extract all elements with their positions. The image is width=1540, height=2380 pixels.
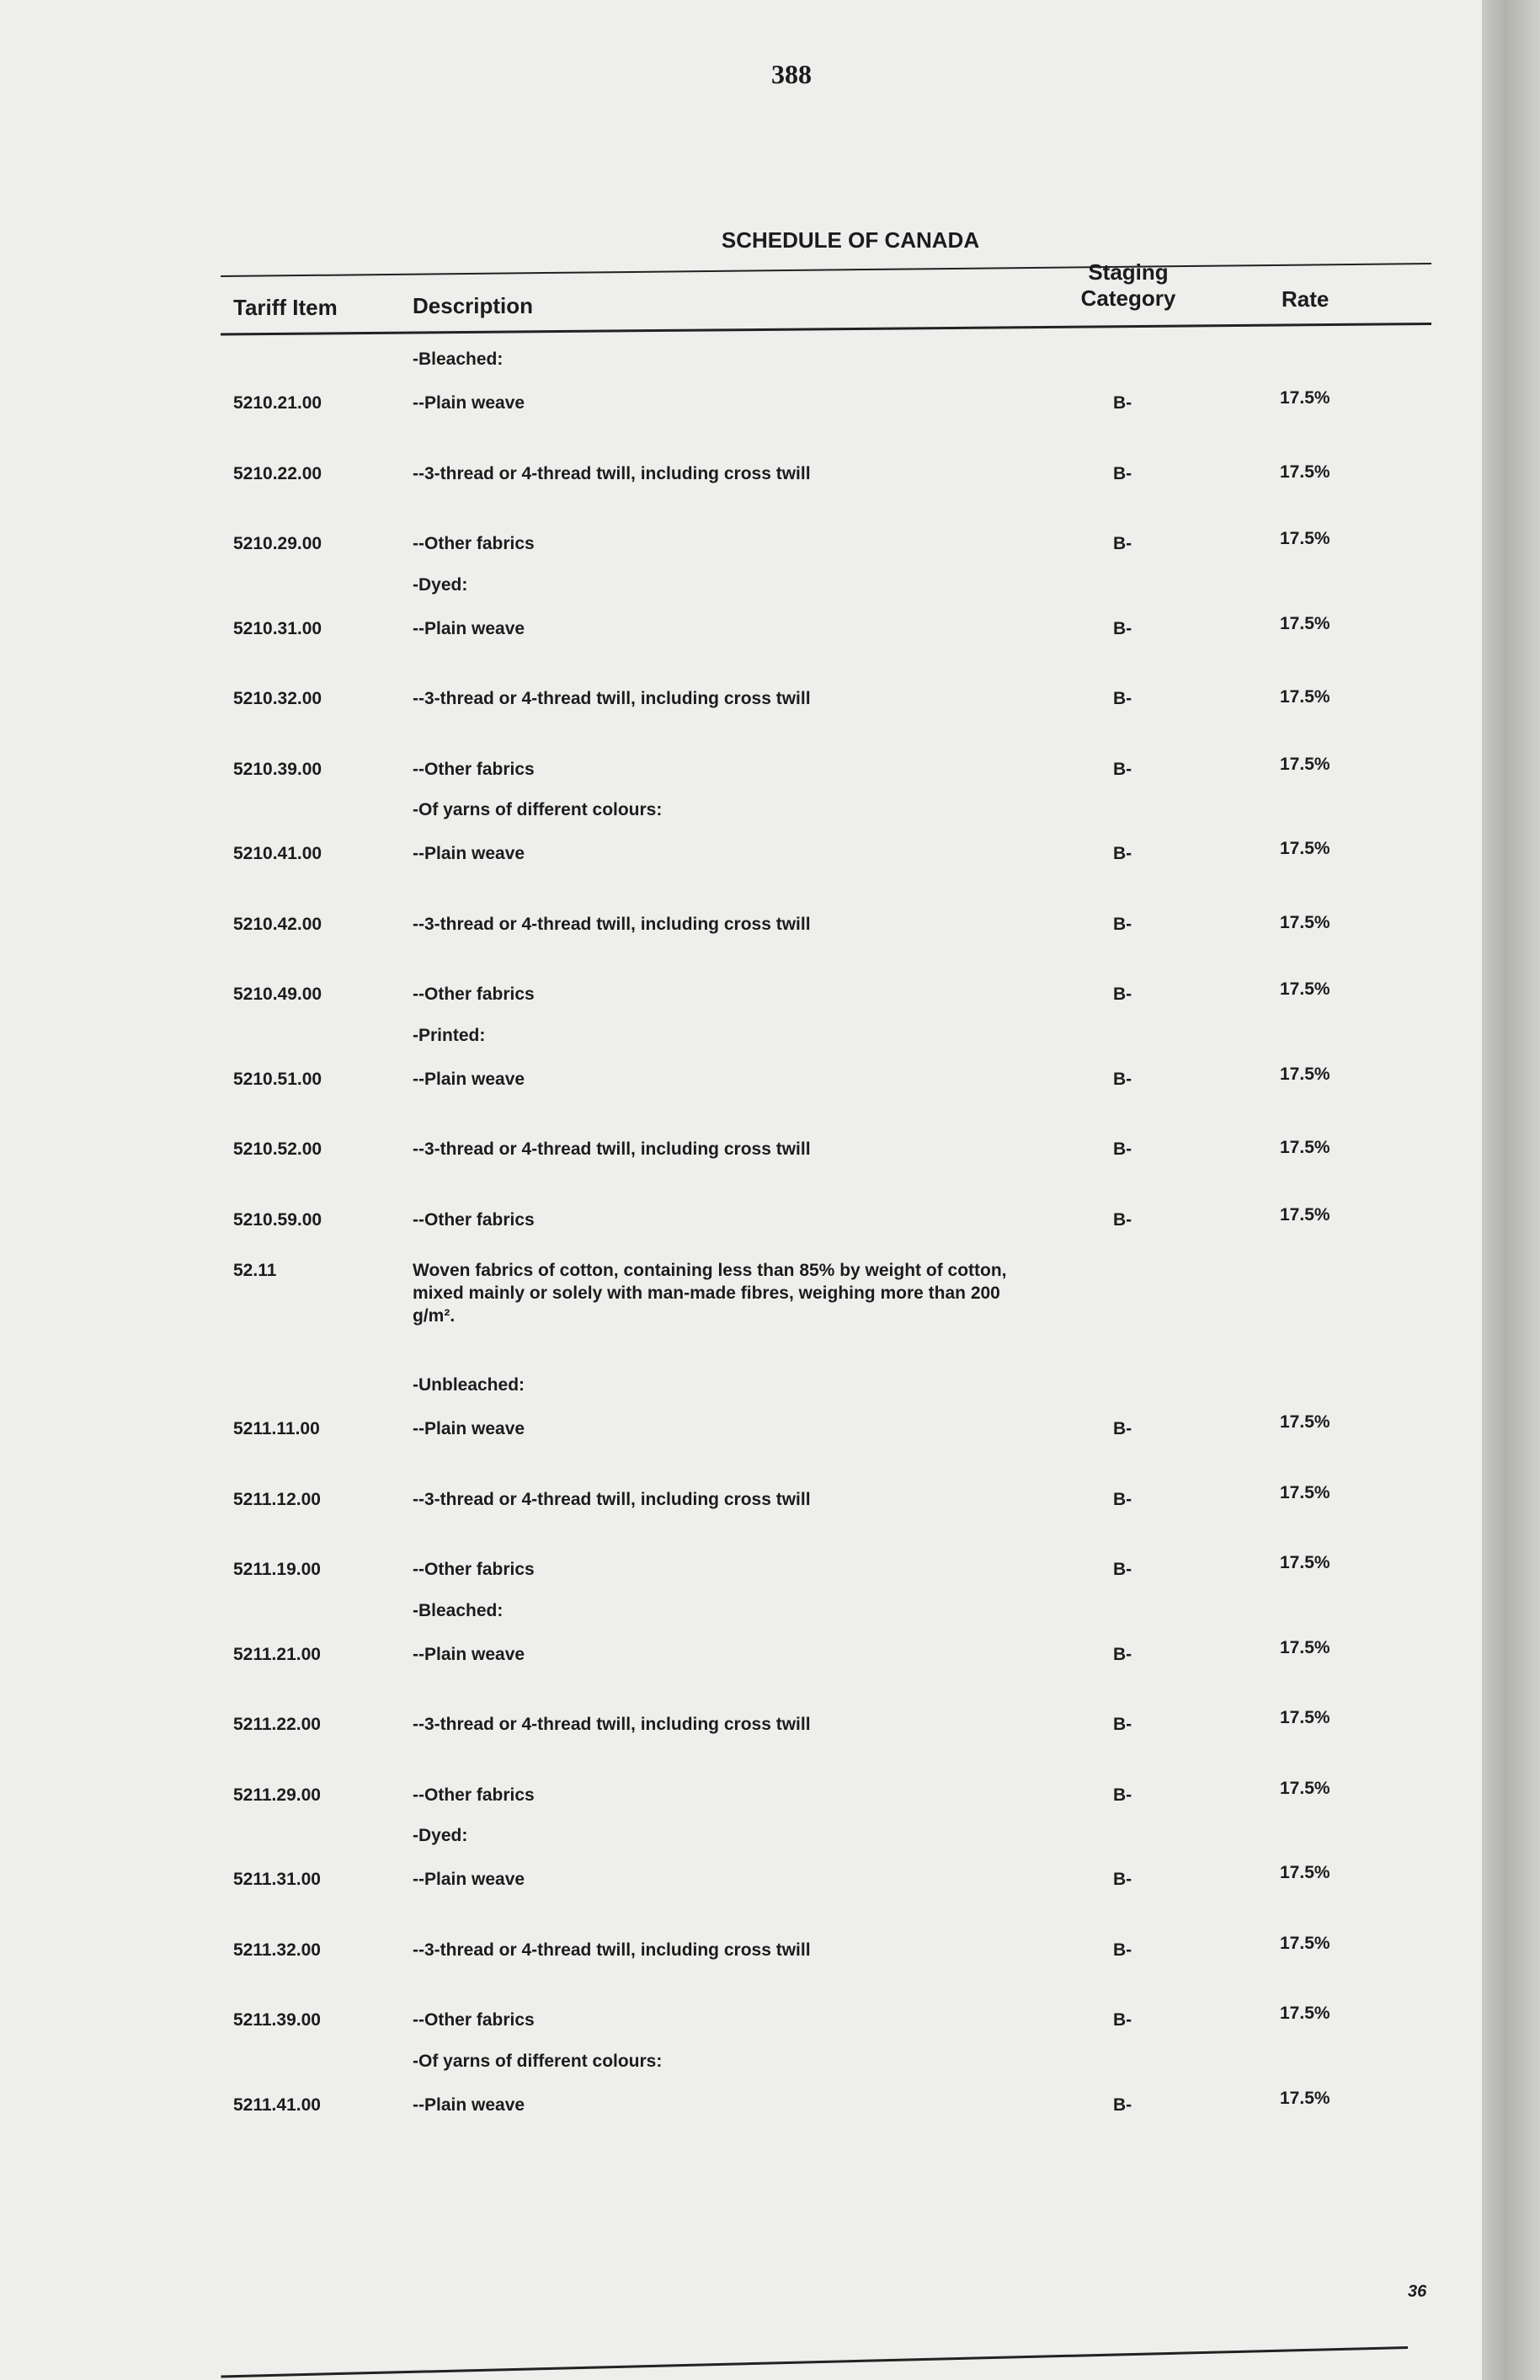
description-cell: --Other fabrics [413, 534, 535, 553]
staging-category-cell: B- [1113, 393, 1132, 413]
tariff-item-cell: 5211.21.00 [233, 1644, 321, 1664]
tariff-item-cell: 5211.41.00 [233, 2095, 321, 2115]
rate-cell: 17.5% [1280, 1204, 1330, 1225]
description-cell: --Other fabrics [413, 2010, 535, 2030]
staging-category-cell: B- [1113, 1715, 1132, 1734]
header-staging [1057, 259, 1200, 312]
staging-category-cell: B- [1113, 463, 1132, 483]
section-heading: -Of yarns of different colours: [413, 2051, 663, 2071]
rate-cell: 17.5% [1280, 1708, 1330, 1727]
staging-category-cell: B- [1113, 1870, 1132, 1889]
tariff-item-cell: 5211.39.00 [233, 2010, 321, 2030]
tariff-item-cell: 5211.12.00 [233, 1489, 321, 1509]
corner-page-mark: 36 [1408, 2282, 1427, 2301]
table-row [0, 1863, 1431, 1902]
table-row [0, 1933, 1431, 1972]
staging-category-cell: B- [1113, 914, 1132, 934]
tariff-item-cell: 5210.31.00 [233, 618, 322, 638]
rate-cell: 17.5% [1280, 979, 1330, 999]
rate-cell: 17.5% [1280, 1064, 1330, 1084]
staging-category-cell: B- [1113, 1644, 1132, 1664]
table-row [0, 1553, 1431, 1592]
description-cell: --3-thread or 4-thread twill, including cross twill [413, 1139, 811, 1159]
table-row [0, 1412, 1431, 1451]
rate-cell: 17.5% [1280, 1637, 1330, 1657]
rate-cell: 17.5% [1280, 1933, 1330, 1953]
section-heading: -Of yarns of different colours: [413, 800, 663, 819]
staging-category-cell: B- [1113, 2095, 1132, 2115]
table-row [0, 687, 1431, 721]
description-cell: --Plain weave [413, 1069, 525, 1089]
description-cell: --Other fabrics [413, 1560, 535, 1579]
table-row [0, 2088, 1431, 2127]
table-row [0, 1138, 1431, 1171]
rate-cell: 17.5% [1280, 1553, 1330, 1572]
description-cell: --Plain weave [413, 2095, 525, 2115]
description-cell: --Other fabrics [413, 1209, 535, 1230]
table-row [0, 1778, 1431, 1817]
section-heading: -Bleached: [413, 1600, 504, 1620]
table-row [0, 754, 1431, 792]
staging-category-cell: B- [1113, 1139, 1132, 1159]
description-cell: --3-thread or 4-thread twill, including cross twill [413, 1715, 811, 1734]
heading-tariff-number: 52.11 [233, 1261, 277, 1280]
staging-category-cell: B- [1113, 534, 1132, 553]
rate-cell: 17.5% [1280, 1138, 1330, 1157]
header-tariff-item: Tariff Item [233, 295, 338, 320]
section-heading: -Dyed: [413, 1826, 468, 1845]
table-row [0, 913, 1431, 947]
table-row [0, 613, 1431, 651]
section-heading: -Unbleached: [413, 1375, 525, 1395]
table-row [0, 462, 1431, 496]
staging-category-cell: B- [1113, 618, 1132, 638]
rate-cell: 17.5% [1280, 529, 1330, 548]
page-number: 388 [771, 59, 812, 89]
description-cell: --Other fabrics [413, 759, 535, 779]
staging-category-cell: B- [1113, 985, 1132, 1004]
tariff-item-cell: 5210.32.00 [233, 689, 322, 708]
section-heading: -Dyed: [413, 574, 468, 595]
staging-category-cell: B- [1113, 2010, 1132, 2030]
rate-cell: 17.5% [1280, 2004, 1330, 2023]
tariff-item-cell: 5211.32.00 [233, 1940, 321, 1960]
description-cell: --3-thread or 4-thread twill, including cross twill [413, 914, 811, 934]
rate-cell: 17.5% [1280, 1863, 1330, 1882]
description-cell: --3-thread or 4-thread twill, including cross twill [413, 1940, 811, 1960]
table-row [0, 1708, 1431, 1747]
table-row [0, 1482, 1431, 1522]
description-cell: --Plain weave [413, 393, 525, 413]
rate-cell: 17.5% [1280, 912, 1330, 932]
description-cell: --3-thread or 4-thread twill, including cross twill [413, 1489, 811, 1509]
staging-category-cell: B- [1113, 1209, 1132, 1230]
rate-cell: 17.5% [1280, 1482, 1330, 1502]
tariff-item-cell: 5211.11.00 [233, 1419, 320, 1438]
table-row [0, 529, 1431, 566]
rate-cell: 17.5% [1280, 462, 1330, 482]
rate-cell: 17.5% [1280, 754, 1330, 774]
tariff-item-cell: 5210.29.00 [233, 534, 322, 553]
heading-item-row [0, 1259, 1431, 1335]
description-cell: --Plain weave [413, 1644, 525, 1664]
description-cell: --3-thread or 4-thread twill, including cross twill [413, 689, 811, 708]
rate-cell: 17.5% [1280, 687, 1330, 707]
tariff-item-cell: 5210.22.00 [233, 463, 322, 483]
tariff-item-cell: 5210.42.00 [233, 914, 322, 934]
description-cell: --3-thread or 4-thread twill, including cross twill [413, 463, 811, 483]
rate-cell: 17.5% [1280, 613, 1330, 633]
tariff-item-cell: 5210.59.00 [233, 1209, 322, 1230]
description-cell: --Plain weave [413, 1870, 525, 1889]
description-cell: --Plain weave [413, 844, 525, 863]
staging-category-cell: B- [1113, 844, 1132, 863]
staging-category-cell: B- [1113, 689, 1132, 708]
tariff-item-cell: 5210.51.00 [233, 1069, 322, 1089]
schedule-title: SCHEDULE OF CANADA [721, 227, 980, 253]
tariff-item-cell: 5210.41.00 [233, 844, 322, 863]
description-cell: --Plain weave [413, 1419, 525, 1438]
table-row [0, 839, 1431, 876]
rate-cell: 17.5% [1280, 839, 1330, 858]
rate-cell: 17.5% [1280, 2088, 1330, 2108]
header-description: Description [413, 293, 534, 318]
staging-category-cell: B- [1113, 1419, 1132, 1438]
description-cell: --Other fabrics [413, 985, 535, 1004]
staging-category-cell: B- [1113, 1940, 1132, 1960]
section-heading: -Printed: [413, 1025, 486, 1045]
staging-category-cell: B- [1113, 759, 1132, 779]
table-row [0, 388, 1431, 425]
section-heading: -Bleached: [413, 350, 504, 369]
tariff-item-cell: 5210.49.00 [233, 985, 322, 1004]
table-row [0, 1637, 1431, 1677]
table-row [0, 979, 1431, 1017]
page-binding-edge [1482, 0, 1540, 2380]
header-staging-line2: Category [1080, 285, 1176, 311]
staging-category-cell: B- [1113, 1785, 1132, 1805]
tariff-item-cell: 5211.29.00 [233, 1785, 321, 1805]
heading-description: Woven fabrics of cotton, containing less than 85% by weight of cotton, mixed mainly or solely with man-made fibres, weighing more than 200 g/m². [413, 1261, 1007, 1326]
staging-category-cell: B- [1113, 1560, 1132, 1579]
table-row [0, 2004, 1431, 2042]
tariff-item-cell: 5211.22.00 [233, 1715, 321, 1734]
description-cell: --Plain weave [413, 618, 525, 638]
staging-category-cell: B- [1113, 1069, 1132, 1089]
tariff-item-cell: 5210.21.00 [233, 393, 322, 413]
tariff-item-cell: 5210.52.00 [233, 1139, 322, 1159]
table-row [0, 1204, 1431, 1242]
tariff-item-cell: 5210.39.00 [233, 759, 322, 779]
rate-cell: 17.5% [1280, 1412, 1330, 1432]
tariff-item-cell: 5211.31.00 [233, 1870, 321, 1889]
rate-cell: 17.5% [1280, 388, 1330, 408]
header-rate: Rate [1282, 286, 1330, 312]
description-cell: --Other fabrics [413, 1785, 535, 1805]
rate-cell: 17.5% [1280, 1778, 1330, 1798]
staging-category-cell: B- [1113, 1489, 1132, 1509]
table-row [0, 1064, 1431, 1102]
header-staging-line1: Staging [1088, 259, 1169, 285]
tariff-item-cell: 5211.19.00 [233, 1560, 321, 1579]
